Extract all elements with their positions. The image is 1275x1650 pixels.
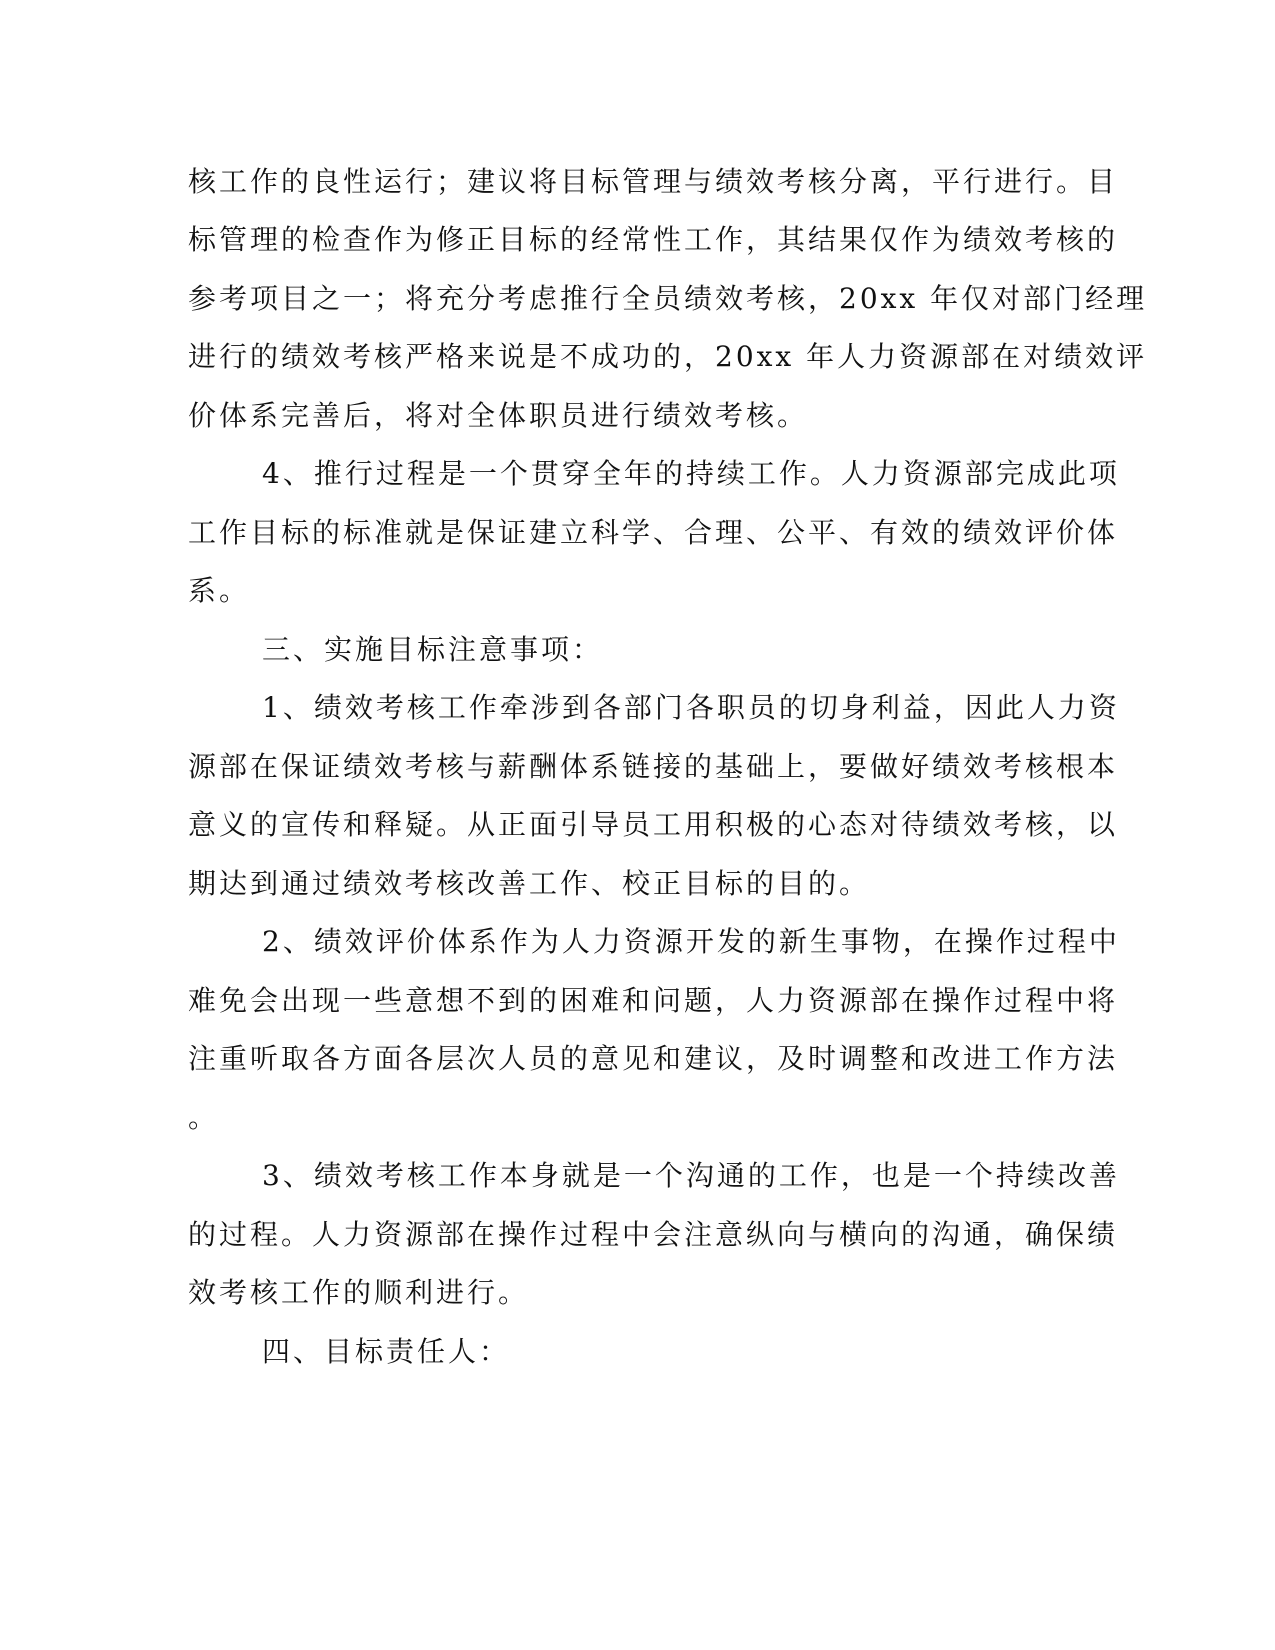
text-line: 的过程。人力资源部在操作过程中会注意纵向与横向的沟通，确保绩 — [188, 1218, 1119, 1251]
text-line: 系。 — [188, 574, 251, 607]
text-line: 注重听取各方面各层次人员的意见和建议，及时调整和改进工作方法 — [188, 1042, 1119, 1075]
text-line: 意义的宣传和释疑。从正面引导员工用积极的心态对待绩效考核，以 — [188, 808, 1119, 841]
paragraph-1-start: 1、绩效考核工作牵涉到各部门各职员的切身利益，因此人力资 — [262, 691, 1120, 724]
paragraph-4-start: 4、推行过程是一个贯穿全年的持续工作。人力资源部完成此项 — [262, 457, 1120, 490]
text-line: 工作目标的标准就是保证建立科学、合理、公平、有效的绩效评价体 — [188, 516, 1119, 549]
text-line: 。 — [188, 1101, 220, 1134]
text-line: 标管理的检查作为修正目标的经常性工作，其结果仅作为绩效考核的 — [188, 223, 1119, 256]
text-line: 价体系完善后，将对全体职员进行绩效考核。 — [188, 399, 809, 432]
text-line: 难免会出现一些意想不到的困难和问题，人力资源部在操作过程中将 — [188, 984, 1119, 1017]
text-line: 核工作的良性运行；建议将目标管理与绩效考核分离，平行进行。目 — [188, 165, 1119, 198]
paragraph-2-start: 2、绩效评价体系作为人力资源开发的新生事物，在操作过程中 — [262, 925, 1120, 958]
text-line: 参考项目之一；将充分考虑推行全员绩效考核，20xx 年仅对部门经理 — [188, 282, 1148, 315]
section-heading-4: 四、目标责任人： — [262, 1335, 511, 1368]
text-line: 进行的绩效考核严格来说是不成功的，20xx 年人力资源部在对绩效评 — [188, 340, 1148, 373]
paragraph-3-start: 3、绩效考核工作本身就是一个沟通的工作，也是一个持续改善 — [262, 1159, 1120, 1192]
text-line: 期达到通过绩效考核改善工作、校正目标的目的。 — [188, 867, 871, 900]
section-heading-3: 三、实施目标注意事项： — [262, 633, 604, 666]
text-line: 源部在保证绩效考核与薪酬体系链接的基础上，要做好绩效考核根本 — [188, 750, 1119, 783]
text-line: 效考核工作的顺利进行。 — [188, 1276, 530, 1309]
